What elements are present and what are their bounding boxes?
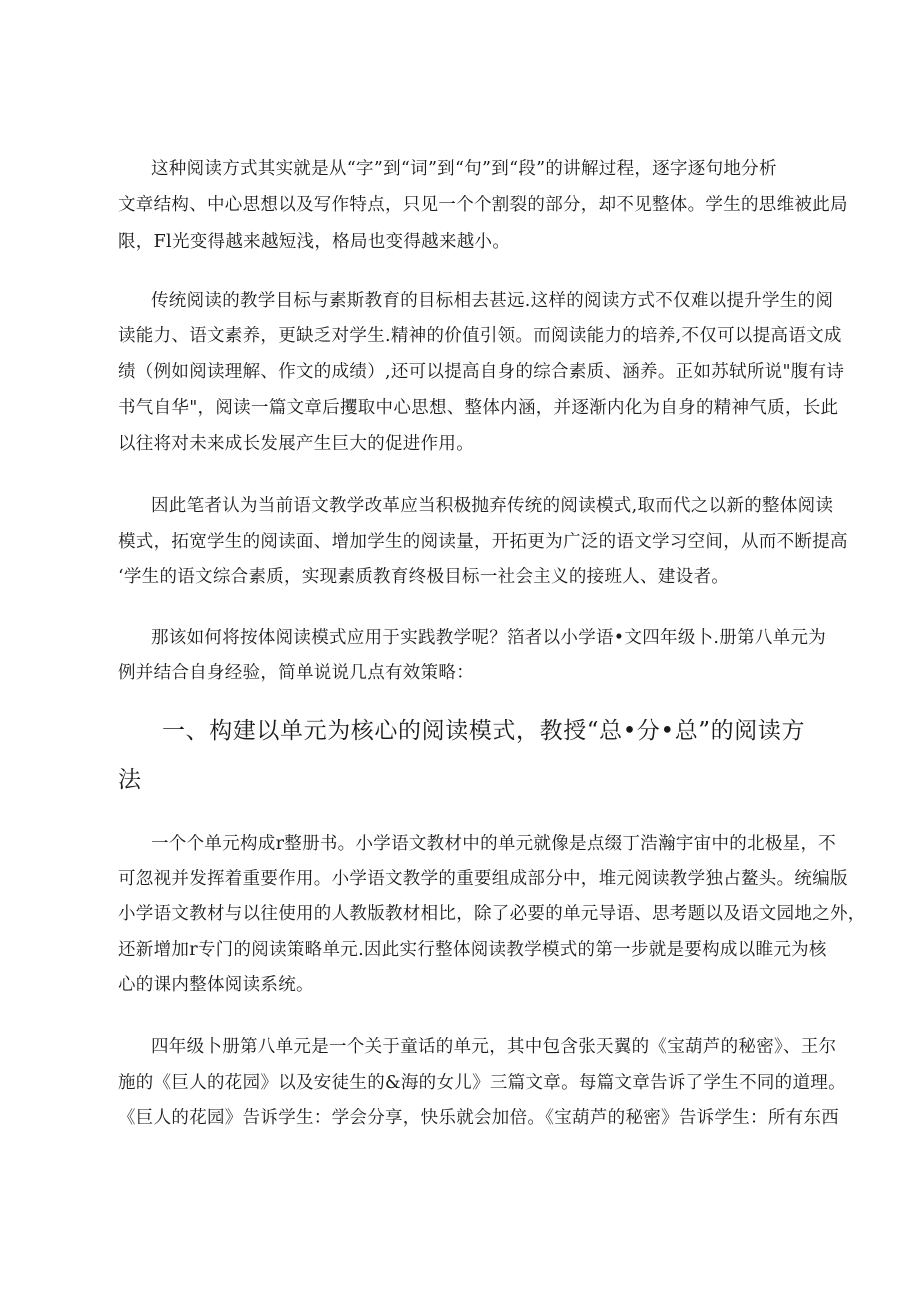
paragraph-2-line-2: 读能力、语文素养，更缺乏对学生.精神的价值引领。而阅读能力的培养,不仅可以提高语文成	[118, 326, 842, 346]
paragraph-2-line-5: 以往将对未来成长发展产生巨大的促进作用。	[118, 434, 474, 454]
paragraph-3-line-1: 因此笔者认为当前语文教学改革应当积极抛弃传统的阅读模式,取而代之以新的整体阅读	[151, 496, 834, 516]
paragraph-5-line-5: 心的课内整体阅读系统。	[118, 975, 314, 995]
paragraph-5-line-1: 一个个单元构成r整册书。小学语文教材中的单元就像是点缀丁浩瀚宇宙中的北极星，不	[151, 834, 837, 854]
paragraph-5-line-2: 可忽视并发挥着重要作用。小学语文教学的重要组成部分中，堆元阅读教学独占鳌头。统编版	[118, 869, 848, 889]
paragraph-4-line-1: 那该如何将按体阅读模式应用于实践教学呢？箔者以小学语•文四年级卜.册第八单元为	[151, 628, 827, 648]
paragraph-3-line-3: ‘学生的语文综合素质，实现素质教育终极目标一社会主义的接班人、建设者。	[118, 567, 730, 587]
paragraph-2-line-4: 书气自华"，阅读一篇文章后攫取中心思想、整体内涵，并逐渐内化为自身的精神气质，长此	[118, 398, 839, 418]
paragraph-3-line-2: 模式，拓宽学生的阅读面、增加学生的阅读量，开拓更为广泛的语文学习空间，从而不断提高	[118, 532, 848, 552]
paragraph-5-line-3: 小学语文教材与以往使用的人教版教材相比，除了必要的单元导语、思考题以及语文园地之外，	[118, 904, 866, 924]
section-heading-line-2: 法	[118, 767, 142, 793]
paragraph-1-line-3: 限，Fl光变得越来越短浅，格局也变得越来越小。	[118, 232, 511, 252]
paragraph-2-line-1: 传统阅读的教学目标与素斯教育的目标相去甚远.这样的阅读方式不仅难以提升学生的阅	[151, 291, 834, 311]
paragraph-1-line-1: 这种阅读方式其实就是从“字”到“词”到“句”到“段”的讲解过程，逐字逐句地分析	[151, 159, 777, 179]
paragraph-2-line-3: 绩（例如阅读理解、作文的成绩）,还可以提高自身的综合素质、涵养。正如苏轼所说"腹有诗	[118, 362, 845, 382]
paragraph-6-line-2: 施的《巨人的花园》以及安徒生的&海的女儿》三篇文章。每篇文章告诉了学生不同的道理。	[118, 1073, 846, 1093]
paragraph-5-line-4: 还新增加r专门的阅读策略单元.因此实行整体阅读教学模式的第一步就是要构成以睢元为核	[118, 940, 827, 960]
paragraph-1-line-2: 文章结构、中心思想以及写作特点，只见一个个割裂的部分，却不见整体。学生的思维被此局	[118, 195, 848, 215]
paragraph-6-line-1: 四年级卜册第八单元是一个关于童话的单元，其中包含张天翼的《宝葫芦的秘密》、王尔	[151, 1037, 837, 1057]
section-heading-line-1: 一、构建以单元为核心的阅读模式，教授“总•分•总”的阅读方	[162, 718, 806, 744]
paragraph-4-line-2: 例并结合自身经验，简单说说几点有效策略：	[118, 663, 474, 683]
paragraph-6-line-3: 《巨人的花园》告诉学生：学会分享，快乐就会加倍。《宝葫芦的秘密》告诉学生：所有东西	[118, 1108, 840, 1128]
